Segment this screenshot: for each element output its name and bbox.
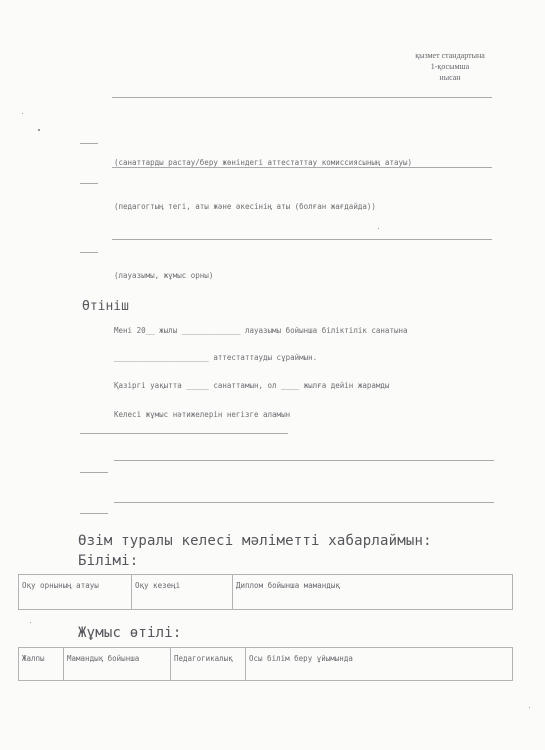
experience-col-specialty: Мамандық бойынша	[64, 648, 171, 681]
teacher-name-caption: (педагогтың тегі, аты және әкесінің аты (болған жағдайда))	[114, 202, 376, 211]
education-label: Білімі:	[78, 553, 139, 569]
application-sentence-3: Қазіргі уақытта _____ санаттамын, ол ____ жылға дейін жарамды	[114, 381, 390, 390]
application-sentence-2: _____________________ аттестаттауды сұраймын.	[114, 353, 318, 362]
margin-dash	[80, 513, 108, 514]
education-col-period: Оқу кезеңі	[132, 575, 233, 610]
experience-col-this-organization: Осы білім беру ұйымында	[246, 648, 513, 681]
header-appendix: 1-қосымша	[430, 62, 470, 71]
application-sentence-1: Мені 20__ жылы _____________ лауазымы бойынша біліктілік санатына	[114, 326, 408, 335]
info-heading: Өзім туралы келесі мәліметті хабарлаймын:	[78, 533, 432, 549]
commission-name-field[interactable]	[112, 97, 492, 98]
application-title: Өтініш	[82, 299, 129, 314]
table-row	[19, 575, 513, 610]
work-results-line-2[interactable]	[114, 460, 494, 461]
position-caption: (лауазымы, жұмыс орны)	[114, 271, 214, 280]
form-header	[400, 50, 500, 83]
work-results-line-3[interactable]	[114, 502, 494, 503]
header-form-label: нысан	[439, 73, 461, 82]
experience-col-pedagogical: Педагогикалық	[171, 648, 246, 681]
teacher-name-field[interactable]	[112, 167, 492, 168]
scan-speck	[22, 113, 23, 114]
table-row	[19, 648, 513, 681]
scan-speck	[378, 228, 379, 229]
education-col-institution: Оқу орнының атауы	[19, 575, 132, 610]
education-table	[18, 574, 513, 610]
experience-label: Жұмыс өтілі:	[78, 625, 182, 641]
commission-caption: (санаттарды растау/беру жөніндегі аттестаттау комиссиясының атауы)	[114, 158, 413, 167]
experience-col-total: Жалпы	[19, 648, 64, 681]
application-sentence-4: Келесі жұмыс нәтижелерін негізге аламын	[114, 410, 291, 419]
education-col-specialty: Диплом бойынша мамандық	[233, 575, 513, 610]
scan-speck	[30, 622, 31, 623]
experience-table	[18, 647, 513, 681]
scan-speck	[38, 129, 40, 131]
header-standard-ref: қызмет стандартына	[415, 51, 485, 60]
margin-dash	[80, 472, 108, 473]
work-results-line-1[interactable]	[80, 433, 288, 434]
margin-dash	[80, 252, 98, 253]
margin-dash	[80, 143, 98, 144]
position-field[interactable]	[112, 239, 492, 240]
scan-speck	[529, 707, 530, 708]
margin-dash	[80, 183, 98, 184]
